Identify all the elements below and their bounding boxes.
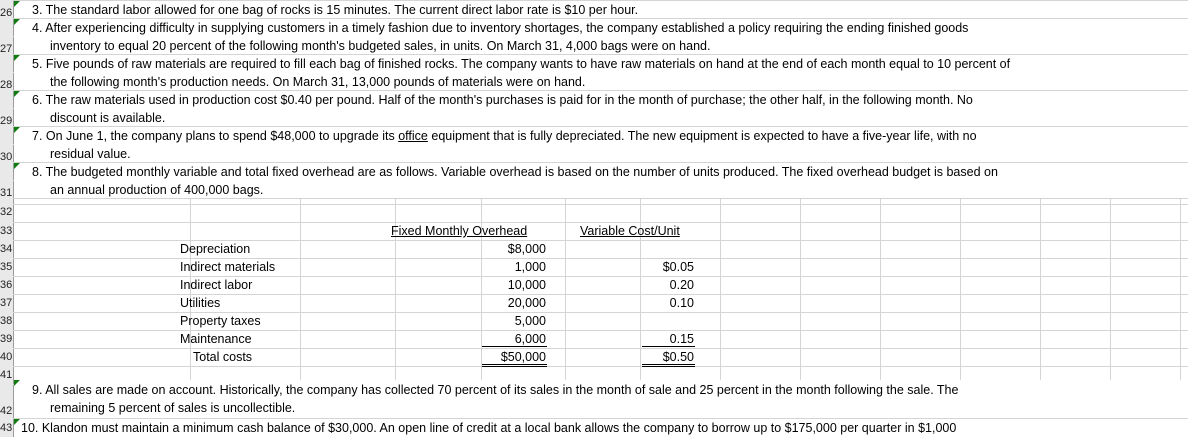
overhead-label[interactable]: Indirect materials — [180, 260, 276, 274]
total-double-rule — [482, 366, 547, 367]
variable-value[interactable]: 0.20 — [669, 278, 694, 292]
note-line: inventory to equal 20 percent of the following month's budgeted sales, in units. On March 31, 4,000 bags were on hand. — [50, 39, 711, 53]
note-line: 6. The raw materials used in production cost $0.40 per pound. Half of the month's purchases is paid for in the month of purchase; the other half, in the following month. No — [32, 93, 973, 107]
row-number[interactable]: 42 — [0, 405, 13, 417]
note-line: 10. Klandon must maintain a minimum cash balance of $30,000. An open line of credit at a local bank allows the company to borrow up to $175,000 per quarter in $1,000 — [21, 421, 957, 435]
total-fixed[interactable]: $50,000 — [500, 350, 546, 364]
note-9[interactable] — [32, 381, 958, 417]
office-link[interactable]: office — [398, 129, 428, 143]
row-number[interactable]: 35 — [0, 261, 13, 273]
note-line: an annual production of 400,000 bags. — [50, 183, 264, 197]
note-3[interactable] — [32, 1, 638, 19]
note-line: 5. Five pounds of raw materials are required to fill each bag of finished rocks. The company wants to have raw materials on hand at the end of each month equal to 10 percent of — [32, 57, 1011, 71]
total-rule — [642, 346, 695, 347]
overhead-label[interactable]: Property taxes — [180, 314, 261, 328]
overhead-label[interactable]: Depreciation — [180, 242, 251, 256]
variable-value[interactable]: 0.15 — [669, 332, 694, 346]
note-line: discount is available. — [50, 111, 166, 125]
comment-indicator-icon[interactable] — [14, 1, 20, 7]
row-number[interactable]: 29 — [0, 115, 13, 127]
note-line: 3. The standard labor allowed for one bag of rocks is 15 minutes. The current direct labor rate is $10 per hour. — [32, 3, 639, 17]
note-10[interactable] — [21, 419, 956, 437]
note-line: 8. The budgeted monthly variable and total fixed overhead are as follows. Variable overhead is based on the number of units produced. The fixed overhead budget is based on — [32, 165, 998, 179]
fixed-value[interactable]: 6,000 — [514, 332, 546, 346]
note-5[interactable] — [32, 55, 1010, 91]
row-number[interactable]: 26 — [0, 7, 13, 19]
header-variable-cost-unit[interactable]: Variable Cost/Unit — [580, 224, 680, 238]
row-number[interactable]: 43 — [0, 422, 13, 434]
comment-indicator-icon[interactable] — [14, 127, 20, 133]
note-line: residual value. — [50, 147, 131, 161]
note-line: 9. All sales are made on account. Historically, the company has collected 70 percent of its sales in the month of sale and 25 percent in the month following the sale. The — [32, 383, 959, 397]
overhead-label[interactable]: Utilities — [180, 296, 221, 310]
fixed-value[interactable]: 10,000 — [507, 278, 546, 292]
note-6[interactable] — [32, 91, 973, 127]
fixed-value[interactable]: 5,000 — [514, 314, 546, 328]
note-line: equipment that is fully depreciated. The new equipment is expected to have a five-year life, with no — [427, 129, 977, 143]
comment-indicator-icon[interactable] — [14, 163, 20, 169]
header-fixed-monthly-overhead[interactable]: Fixed Monthly Overhead — [391, 224, 528, 238]
row-number[interactable]: 28 — [0, 79, 13, 91]
comment-indicator-icon[interactable] — [14, 419, 20, 425]
overhead-label[interactable]: Maintenance — [180, 332, 252, 346]
row-number[interactable]: 34 — [0, 243, 13, 255]
total-variable[interactable]: $0.50 — [662, 350, 694, 364]
row-number[interactable]: 41 — [0, 369, 13, 381]
note-8[interactable] — [32, 163, 998, 199]
total-double-rule — [482, 364, 547, 365]
note-7[interactable] — [32, 127, 977, 163]
total-label[interactable]: Total costs — [193, 350, 253, 364]
fixed-value[interactable]: 1,000 — [514, 260, 546, 274]
total-double-rule — [642, 364, 695, 365]
row-number[interactable]: 31 — [0, 187, 13, 199]
row-number[interactable]: 32 — [0, 206, 13, 218]
note-line: 7. On June 1, the company plans to spend $48,000 to upgrade its — [32, 129, 399, 143]
variable-value[interactable]: $0.05 — [662, 260, 694, 274]
note-line: 4. After experiencing difficulty in supplying customers in a timely fashion due to inventory shortages, the company established a policy requiring the ending finished goods — [32, 21, 969, 35]
note-line: the following month's production needs. On March 31, 13,000 pounds of materials were on hand. — [50, 75, 586, 89]
row-number[interactable]: 27 — [0, 43, 13, 55]
row-number[interactable]: 33 — [0, 225, 13, 237]
comment-indicator-icon[interactable] — [14, 19, 20, 25]
comment-indicator-icon[interactable] — [14, 91, 20, 97]
comment-indicator-icon[interactable] — [14, 380, 20, 386]
total-double-rule — [642, 366, 695, 367]
fixed-value[interactable]: 20,000 — [507, 296, 546, 310]
note-4[interactable] — [32, 19, 968, 55]
variable-value[interactable]: 0.10 — [669, 296, 694, 310]
overhead-label[interactable]: Indirect labor — [180, 278, 253, 292]
row-number[interactable]: 38 — [0, 315, 13, 327]
note-line: remaining 5 percent of sales is uncollectible. — [50, 401, 296, 415]
fixed-value[interactable]: $8,000 — [507, 242, 546, 256]
row-number[interactable]: 30 — [0, 151, 13, 163]
comment-indicator-icon[interactable] — [14, 55, 20, 61]
row-number[interactable]: 36 — [0, 279, 13, 291]
row-number[interactable]: 37 — [0, 297, 13, 309]
row-number[interactable]: 40 — [0, 351, 13, 363]
row-number[interactable]: 39 — [0, 333, 13, 345]
total-rule — [482, 346, 547, 347]
